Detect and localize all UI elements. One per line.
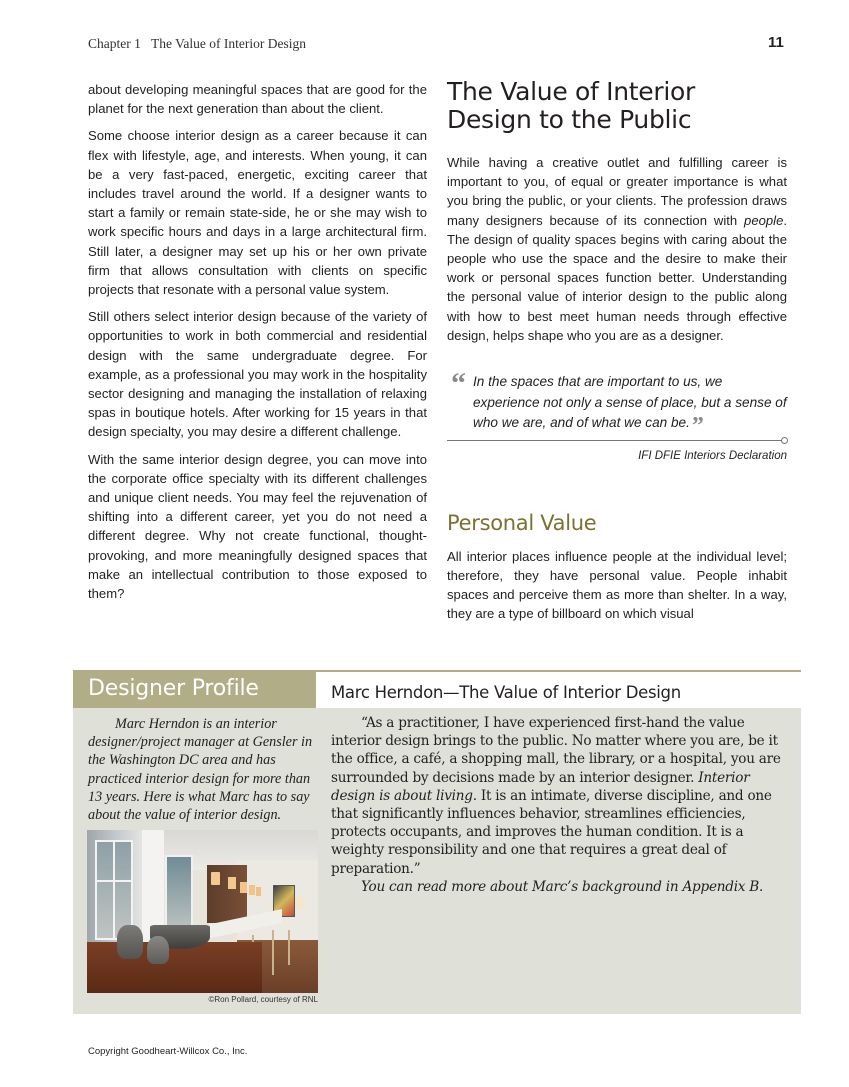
paragraph: All interior places influence people at the individual level; therefore, they have personal value. People inhabit spaces and perceive them as more than shelter. In a way, they are a type of billboard on which visual bbox=[447, 548, 787, 622]
open-quote-icon: “ bbox=[451, 367, 466, 401]
pull-quote-rule bbox=[447, 440, 783, 441]
paragraph: Still others select interior design because of the variety of opportunities to work in both commercial and residential design with the same undergraduate degree. For example, as a professional you may work in the hospitality sector designing and managing the installation of relaxing spas in boutique hotels. After working for 15 years in that design specialty, you may desire a different challenge. bbox=[88, 309, 427, 440]
profile-header-title: Marc Herndon—The Value of Interior Design bbox=[331, 683, 681, 702]
intro-text-cont: . The design of quality spaces begins with caring about the people who use the space and the desire to make their work or personal spaces function better. Understanding the personal value of interior design to the public along with how to best meet human needs through effective design, helps shape who you are as a designer. bbox=[447, 212, 787, 343]
close-quote-icon: ” bbox=[691, 413, 704, 440]
quote-emphasis: Interior design is about living. bbox=[331, 769, 750, 804]
intro-paragraph bbox=[447, 153, 787, 345]
quote-text-cont: It is an intimate, diverse discipline, and one that significantly influences behavior, streamlines efficiencies, protects occupants, and improves the human condition. It is a weighty responsibility and one that requires a great deal of preparation.” bbox=[331, 787, 772, 877]
pull-quote-source: IFI DFIE Interiors Declaration bbox=[638, 449, 787, 462]
quote-text: “As a practitioner, I have experienced first-hand the value interior design brings to the public. No matter where you are, be it the office, a café, a shopping mall, the library, or a hospital, you are surrounded by decisions made by an interior designer. bbox=[331, 715, 781, 786]
right-column bbox=[447, 78, 787, 632]
profile-quote-paragraph bbox=[331, 714, 793, 878]
chapter-title: The Value of Interior Design bbox=[151, 36, 306, 51]
subheading: Personal Value bbox=[447, 510, 597, 535]
paragraph: With the same interior design degree, you can move into the corporate office specialty with its different challenges and unique client needs. You may feel the rejuvenation of shifting into a different career, yet you do not need a different degree. Why not create functional, thought-provoking, and more meaningfully designed spaces that make an intellectual contribution to those exposed to them? bbox=[88, 451, 427, 602]
profile-quote bbox=[331, 714, 793, 896]
interior-photo bbox=[87, 830, 318, 993]
chapter-label: Chapter 1 bbox=[88, 36, 141, 51]
copyright-footer: Copyright Goodheart-Willcox Co., Inc. bbox=[88, 1046, 248, 1057]
paragraph: about developing meaningful spaces that are good for the planet for the next generation than about the client. bbox=[88, 82, 427, 117]
intro-text: While having a creative outlet and fulfilling career is important to you, of equal or greater importance is what you bring the public, or your clients. The profession draws many designers because of its connection with bbox=[447, 155, 787, 228]
pull-quote-text bbox=[447, 372, 787, 440]
read-more-note: You can read more about Marc’s background in Appendix B. bbox=[361, 878, 764, 895]
profile-intro: Marc Herndon is an interior designer/project manager at Gensler in the Washington DC area and has practiced interior design for more than 13 years. Here is what Marc has to say about the value of interior design. bbox=[88, 716, 313, 824]
left-column bbox=[88, 80, 427, 611]
photo-credit: ©Ron Pollard, courtesy of RNL bbox=[208, 995, 318, 1004]
pull-quote bbox=[447, 367, 787, 466]
section-heading: The Value of Interior Design to the Public bbox=[447, 77, 695, 134]
emphasis-people: people bbox=[744, 212, 784, 228]
designer-profile-title: Designer Profile bbox=[88, 676, 259, 701]
personal-value-section bbox=[447, 511, 787, 624]
pull-quote-body: In the spaces that are important to us, we experience not only a sense of place, but a sense of who we are, and of what we can be. bbox=[473, 374, 787, 431]
page-number: 11 bbox=[768, 34, 784, 51]
rule-end-dot-icon bbox=[781, 437, 788, 444]
running-head bbox=[88, 36, 306, 52]
paragraph: Some choose interior design as a career because it can flex with lifestyle, age, and interests. When young, it can be a very fast-paced, energetic, exciting career that includes travel around the world. If a designer wants to start a family or remain state-side, he or she may wish to work specific hours and days in a large architectural firm. Still later, a designer may set up his or her own private firm that allows consultation with clients on specific projects that resonate with a personal value system. bbox=[88, 128, 427, 298]
